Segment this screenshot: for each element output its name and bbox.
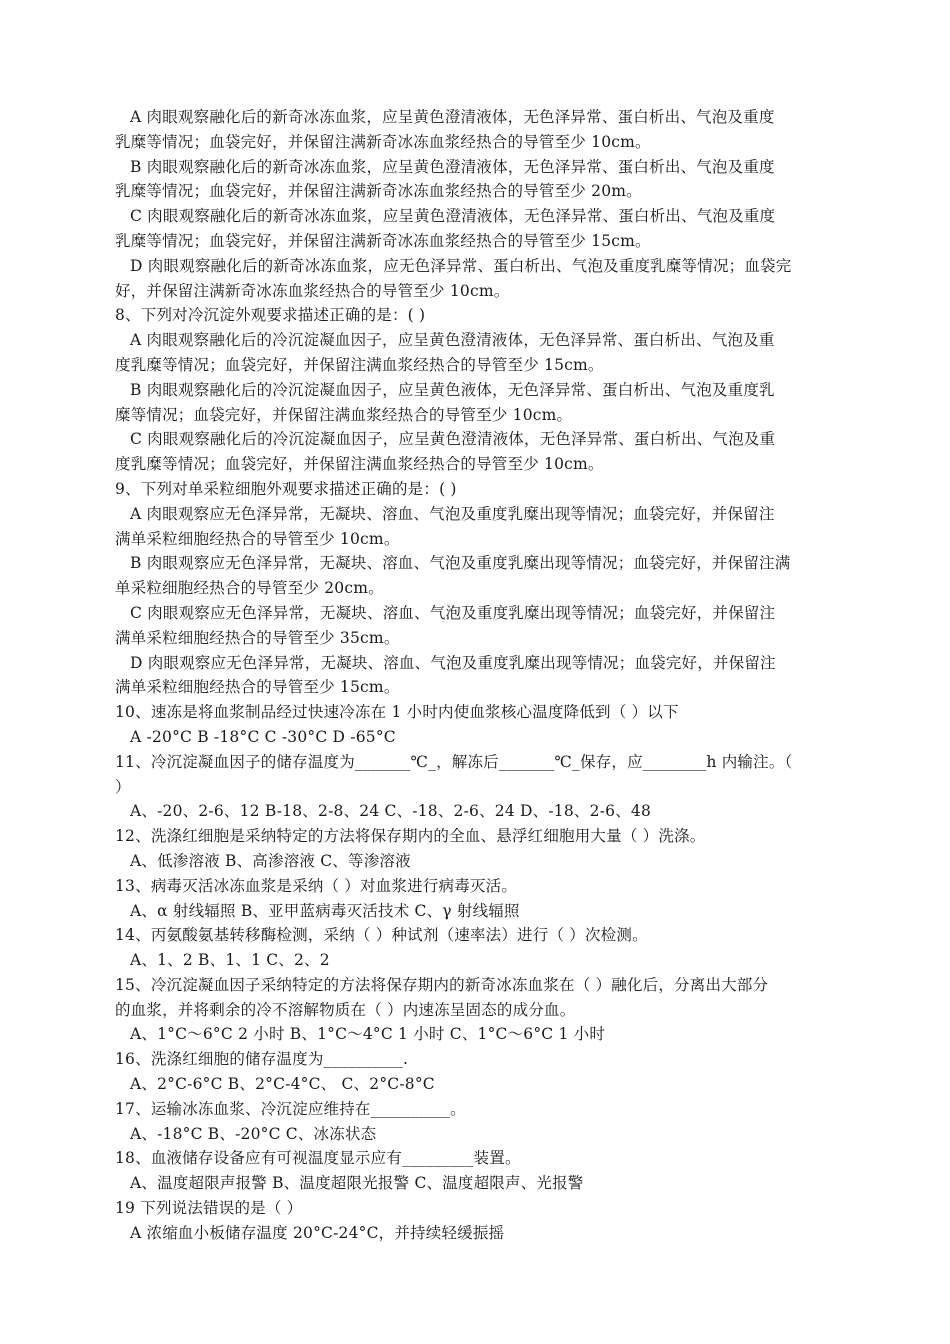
continuation-line: 单采粒细胞经热合的导管至少 20cm。 [115, 579, 384, 598]
option-line: B 肉眼观察融化后的新奇冰冻血浆，应呈黄色澄清液体，无色泽异常、蛋白析出、气泡及重度 [130, 157, 775, 176]
option-line: A、1°C～6°C 2 小时 B、1°C～4°C 1 小时 C、1°C～6°C 1 小时 [130, 1025, 606, 1044]
question-line: 17、运输冰冻血浆、冷沉淀应维持在__________。 [115, 1099, 466, 1118]
question-line: 18、血液储存设备应有可视温度显示应有_________装置。 [115, 1149, 521, 1168]
option-line: A、-20、2-6、12 B-18、2-8、24 C、-18、2-6、24 D、-18、2-6、48 [130, 802, 652, 821]
continuation-line: ） [115, 777, 131, 796]
continuation-line: 乳糜等情况；血袋完好，并保留注满新奇冰冻血浆经热合的导管至少 10cm。 [115, 132, 651, 151]
option-line: C 肉眼观察融化后的冷沉淀凝血因子，应呈黄色澄清液体，无色泽异常、蛋白析出、气泡及重 [130, 430, 776, 449]
option-line: D 肉眼观察融化后的新奇冰冻血浆，应无色泽异常、蛋白析出、气泡及重度乳糜等情况；血袋完 [130, 256, 792, 275]
option-line: A、低渗溶液 B、高渗溶液 C、等渗溶液 [130, 851, 411, 870]
document-page [0, 105, 950, 1246]
continuation-line: 的血浆，并将剩余的冷不溶解物质在（ ）内速冻呈固态的成分血。 [115, 1000, 576, 1019]
question-line: 11、冷沉淀凝血因子的储存温度为_______℃_，解冻后_______℃_保存，应________h 内输注。（ [115, 752, 793, 771]
continuation-line: 乳糜等情况；血袋完好，并保留注满新奇冰冻血浆经热合的导管至少 20m。 [115, 182, 642, 201]
question-line: 12、洗涤红细胞是采纳特定的方法将保存期内的全血、悬浮红细胞用大量（ ）洗涤。 [115, 827, 706, 846]
option-line: D 肉眼观察应无色泽异常，无凝块、溶血、气泡及重度乳糜出现等情况；血袋完好，并保留注 [130, 653, 776, 672]
continuation-line: 满单采粒细胞经热合的导管至少 10cm。 [115, 529, 400, 548]
option-line: A 肉眼观察应无色泽异常，无凝块、溶血、气泡及重度乳糜出现等情况；血袋完好，并保留注 [130, 504, 775, 523]
question-line: 19 下列说法错误的是（ ） [115, 1199, 303, 1218]
question-line: 8、下列对冷沉淀外观要求描述正确的是：( ) [115, 306, 426, 325]
continuation-line: 度乳糜等情况；血袋完好，并保留注满血浆经热合的导管至少 15cm。 [115, 355, 604, 374]
continuation-line: 乳糜等情况；血袋完好，并保留注满新奇冰冻血浆经热合的导管至少 15cm。 [115, 231, 651, 250]
option-line: A、α 射线辐照 B、亚甲蓝病毒灭活技术 C、γ 射线辐照 [130, 901, 520, 920]
continuation-line: 度乳糜等情况；血袋完好，并保留注满血浆经热合的导管至少 10cm。 [115, 455, 604, 474]
option-line: A 肉眼观察融化后的新奇冰冻血浆，应呈黄色澄清液体，无色泽异常、蛋白析出、气泡及重度 [130, 108, 775, 126]
question-line: 9、下列对单采粒细胞外观要求描述正确的是：( ) [115, 479, 457, 498]
continuation-line: 满单采粒细胞经热合的导管至少 35cm。 [115, 628, 400, 647]
option-line: A、-18°C B、-20°C C、冰冻状态 [130, 1124, 377, 1143]
option-line: C 肉眼观察融化后的新奇冰冻血浆，应呈黄色澄清液体，无色泽异常、蛋白析出、气泡及重度 [130, 207, 776, 226]
option-line: A、温度超限声报警 B、温度超限光报警 C、温度超限声、光报警 [130, 1174, 584, 1193]
option-line: A、1、2 B、1、1 C、2、2 [130, 951, 330, 970]
continuation-line: 满单采粒细胞经热合的导管至少 15cm。 [115, 678, 400, 697]
question-line: 14、丙氨酸氨基转移酶检测，采纳（ ）种试剂（速率法）进行（ ）次检测。 [115, 926, 648, 945]
question-line: 15、冷沉淀凝血因子采纳特定的方法将保存期内的新奇冰冻血浆在（ ）融化后，分离出大部分 [115, 975, 769, 994]
continuation-line: 糜等情况；血袋完好，并保留注满血浆经热合的导管至少 10cm。 [115, 405, 573, 424]
continuation-line: 好，并保留注满新奇冰冻血浆经热合的导管至少 10cm。 [115, 281, 510, 300]
option-line: A、2°C-6°C B、2°C-4°C、 C、2°C-8°C [130, 1075, 435, 1094]
question-line: 16、洗涤红细胞的储存温度为__________. [115, 1050, 409, 1069]
option-line: A 浓缩血小板储存温度 20°C-24°C，并持续轻缓振摇 [130, 1223, 505, 1242]
option-line: A -20°C B -18°C C -30°C D -65°C [130, 727, 396, 746]
question-line: 13、病毒灭活冰冻血浆是采纳（ ）对血浆进行病毒灭活。 [115, 876, 518, 895]
question-line: 10、速冻是将血浆制品经过快速冷冻在 1 小时内使血浆核心温度降低到（ ）以下 [115, 703, 679, 722]
option-line: A 肉眼观察融化后的冷沉淀凝血因子，应呈黄色澄清液体，无色泽异常、蛋白析出、气泡及重 [130, 331, 775, 350]
option-line: B 肉眼观察应无色泽异常，无凝块、溶血、气泡及重度乳糜出现等情况；血袋完好，并保留注满 [130, 554, 791, 573]
option-line: B 肉眼观察融化后的冷沉淀凝血因子，应呈黄色液体，无色泽异常、蛋白析出、气泡及重度乳 [130, 380, 775, 399]
option-line: C 肉眼观察应无色泽异常，无凝块、溶血、气泡及重度乳糜出现等情况；血袋完好，并保留注 [130, 603, 776, 622]
